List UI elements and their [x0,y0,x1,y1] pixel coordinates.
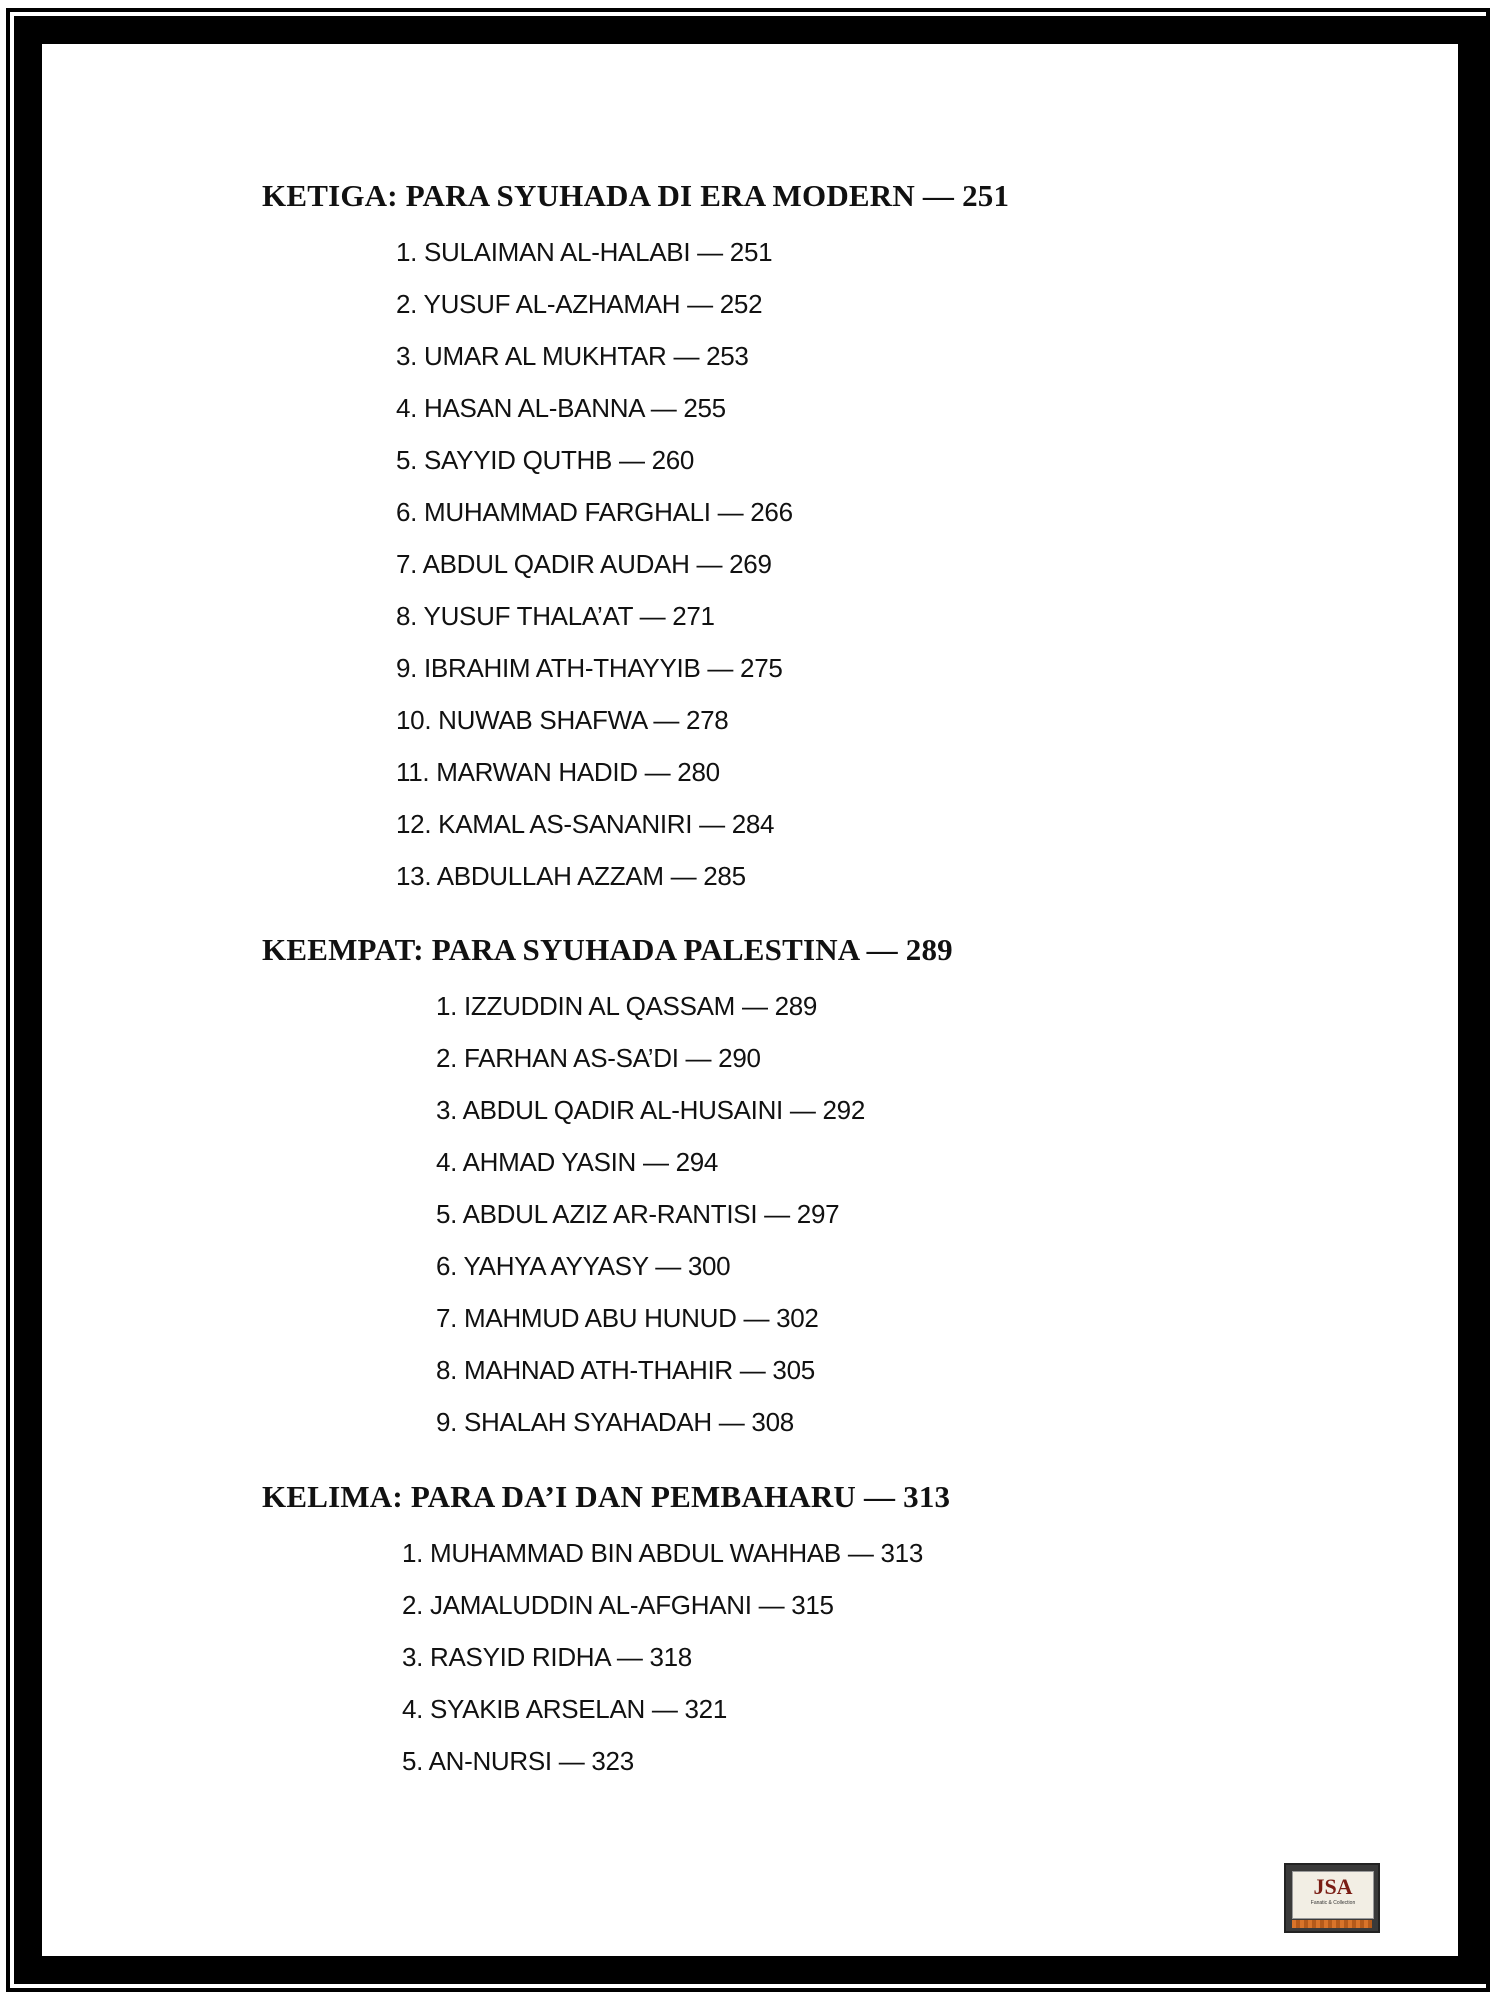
toc-item: 3. RASYID RIDHA — 318 [402,1642,692,1672]
toc-item: 3. UMAR AL MUKHTAR — 253 [396,341,749,371]
toc-item: 13. ABDULLAH AZZAM — 285 [396,861,746,891]
toc-list-keempat [436,980,865,1448]
toc-item: 1. IZZUDDIN AL QASSAM — 289 [436,991,818,1021]
toc-item: 5. ABDUL AZIZ AR-RANTISI — 297 [436,1199,840,1229]
toc-list-kelima [402,1527,923,1787]
toc-item: 9. SHALAH SYAHADAH — 308 [436,1407,794,1437]
logo-subtext: Fanatic & Collection [1310,1900,1356,1906]
toc-item: 6. MUHAMMAD FARGHALI — 266 [396,497,793,527]
toc-item: 8. YUSUF THALA’AT — 271 [396,601,715,631]
toc-item: 3. ABDUL QADIR AL-HUSAINI — 292 [436,1095,866,1125]
toc-item: 1. MUHAMMAD BIN ABDUL WAHHAB — 313 [402,1538,923,1568]
toc-item: 4. SYAKIB ARSELAN — 321 [402,1694,728,1724]
logo-keyboard-stripe [1292,1920,1372,1928]
toc-item: 6. YAHYA AYYASY — 300 [436,1251,731,1281]
toc-item: 5. AN-NURSI — 323 [402,1746,634,1776]
toc-item: 12. KAMAL AS-SANANIRI — 284 [396,809,775,839]
toc-item: 2. FARHAN AS-SA’DI — 290 [436,1043,761,1073]
toc-item: 1. SULAIMAN AL-HALABI — 251 [396,237,773,267]
toc-item: 7. MAHMUD ABU HUNUD — 302 [436,1303,819,1333]
toc-item: 4. AHMAD YASIN — 294 [436,1147,719,1177]
toc-item: 10. NUWAB SHAFWA — 278 [396,705,729,735]
toc-item: 11. MARWAN HADID — 280 [396,757,720,787]
toc-item: 7. ABDUL QADIR AUDAH — 269 [396,549,772,579]
toc-item: 2. JAMALUDDIN AL-AFGHANI — 315 [402,1590,834,1620]
logo-screen [1292,1871,1374,1919]
section-heading-ketiga: KETIGA: PARA SYUHADA DI ERA MODERN — 251 [262,178,1010,213]
logo-text: JSA [1313,1874,1353,1899]
toc-list-ketiga [396,226,793,902]
toc-item: 2. YUSUF AL-AZHAMAH — 252 [396,289,763,319]
jsa-logo [1284,1863,1380,1933]
toc-item: 8. MAHNAD ATH-THAHIR — 305 [436,1355,815,1385]
section-heading-kelima: KELIMA: PARA DA’I DAN PEMBAHARU — 313 [262,1479,951,1514]
section-heading-keempat: KEEMPAT: PARA SYUHADA PALESTINA — 289 [262,932,953,967]
toc-item: 9. IBRAHIM ATH-THAYYIB — 275 [396,653,783,683]
toc-item: 5. SAYYID QUTHB — 260 [396,445,695,475]
toc-item: 4. HASAN AL-BANNA — 255 [396,393,726,423]
